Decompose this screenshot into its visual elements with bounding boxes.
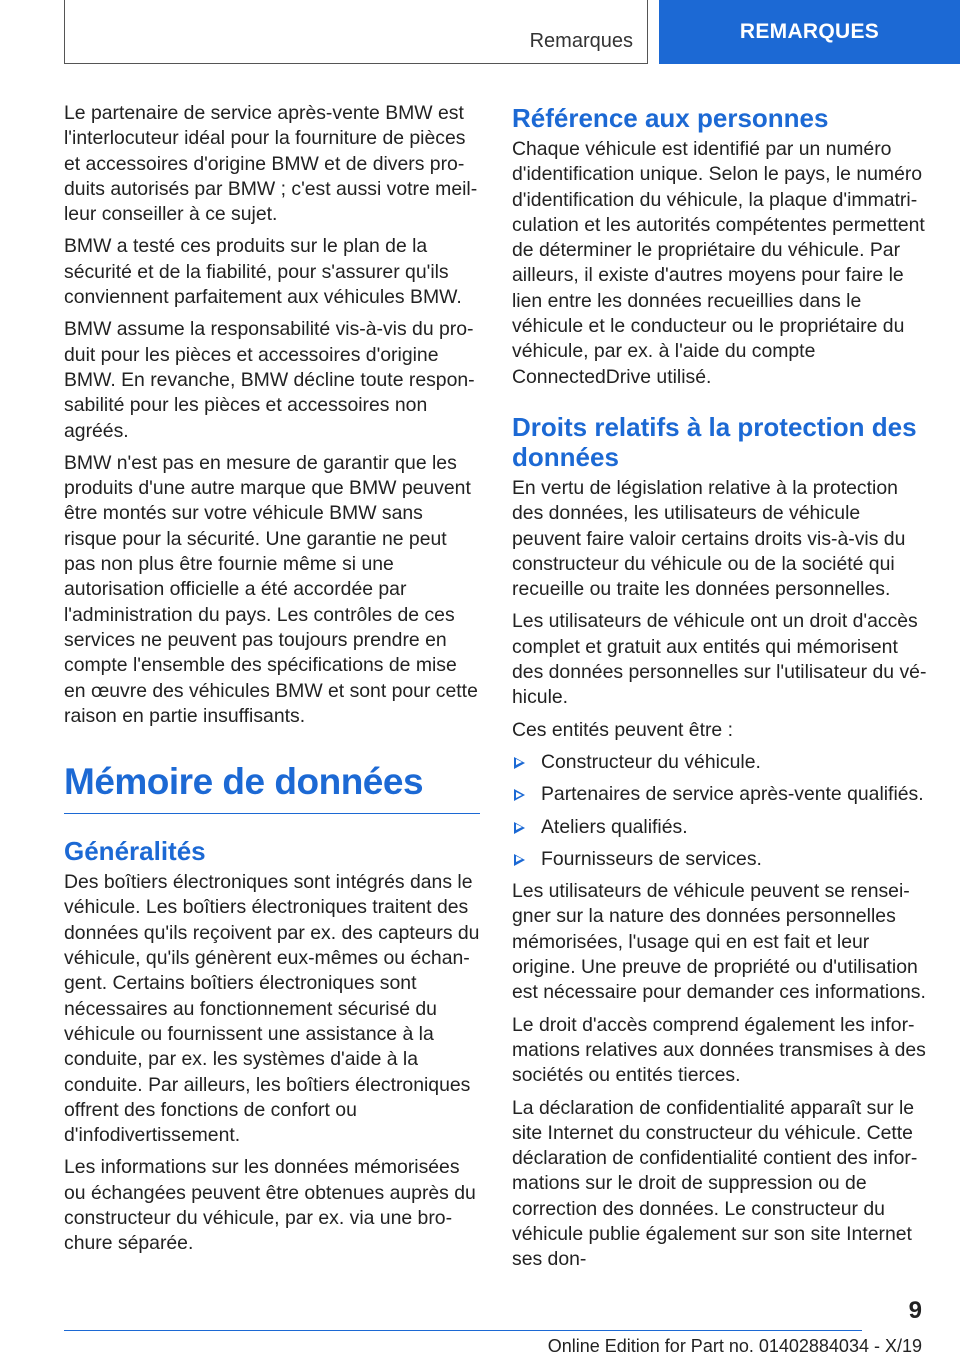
header-chapter-tab[interactable]: REMARQUES — [659, 0, 960, 64]
subsection-title: Droits relatifs à la protection des données — [512, 411, 917, 472]
paragraph: Le droit d'accès comprend également les informations relatives aux données transmises à des sociétés ou entités tierces. — [512, 1013, 926, 1087]
list-item — [512, 782, 928, 807]
paragraph: Chaque véhicule est identifié par un numéro d'identification unique. Selon le pays, le numéro d'identification du véhicule, la plaque d'immatriculation et les autorités compétentes permettent de déterminer le propriétaire du véhicule. Par ailleurs, il existe d'autres moyens pour faire le lien entre les données recueillies dans le véhicule et le conducteur ou le propriétaire du véhicule, par ex. à l'aide du compte ConnectedDrive utilisé. — [512, 138, 925, 388]
paragraph: Les informations sur les données mémorisées ou échangées peuvent être obtenues auprès du constructeur du véhicule, par ex. via une brochure séparée. — [64, 1156, 476, 1255]
left-column — [64, 101, 480, 1264]
list-item-text: Constructeur du véhicule. — [541, 750, 761, 773]
paragraph: BMW n'est pas en mesure de garantir que les produits d'une autre marque que BMW peuvent être montés sur votre véhicule BMW sans risque pour la sécurité. Une garantie ne peut pas non plus être fournie même si une autorisation officielle a été accordée par l'administration du pays. Les contrôles de ces services ne peuvent pas toujours prendre en compte l'ensemble des spécifications de mise en œuvre des véhicules BMW et sont pour cette raison en partie insuffisants. — [64, 451, 478, 727]
right-column — [512, 101, 928, 1280]
paragraph: Des boîtiers électroniques sont intégrés dans le véhicule. Les boîtiers électroniques traitent des données qu'ils reçoivent par ex. des capteurs du véhicule, qu'ils génèrent eux-mêmes ou échangent. Certains boîtiers électroniques sont nécessaires au fonctionnement sécurisé du véhicule ou fournissent une assistance à la conduite, par ex. les systèmes d'aide à la conduite. Par ailleurs, les boîtiers électroniques offrent des fonctions de confort ou d'infodivertissement. — [64, 871, 480, 1147]
triangle-bullet-icon — [514, 854, 525, 866]
paragraph: BMW assume la responsabilité vis-à-vis du produit pour les pièces et accessoires d'origine BMW. En revanche, BMW décline toute responsabilité pour les pièces et accessoires non agréés. — [64, 318, 475, 442]
page-number: 9 — [908, 1297, 922, 1324]
paragraph: La déclaration de confidentialité apparaît sur le site Internet du constructeur du véhicule. Cette déclaration de confidentialité contient des informations sur le droit de suppression ou de correction des données. Le constructeur du véhicule publie également sur son site Internet ses don- — [512, 1096, 918, 1271]
header-section-label: Remarques — [529, 30, 633, 52]
list-item-text: Fournisseurs de services. — [541, 847, 762, 870]
section-title: Mémoire de données — [64, 761, 480, 814]
header-frame — [64, 0, 648, 64]
list-item — [512, 750, 928, 775]
footer-divider — [64, 1330, 862, 1331]
list-item-text: Partenaires de service après-vente qualifiés. — [541, 783, 924, 806]
paragraph: Le partenaire de service après-vente BMW est l'interlocuteur idéal pour la fourniture de pièces et accessoires d'origine BMW et de divers produits autorisés par BMW ; c'est aussi votre meilleur conseiller à ce sujet. — [64, 102, 478, 226]
subsection-title: Généralités — [64, 836, 206, 867]
paragraph: En vertu de législation relative à la protection des données, les utilisateurs de véhicule peuvent faire valoir certains droits vis-à-vis du constructeur du véhicule ou de la société qui recueille ou traite les données personnelles. — [512, 476, 906, 601]
list-item — [512, 815, 928, 840]
paragraph: Les utilisateurs de véhicule ont un droit d'accès complet et gratuit aux entités qui mémorisent des données personnelles sur l'utilisateur du véhicule. — [512, 610, 927, 709]
paragraph: Les utilisateurs de véhicule peuvent se renseigner sur la nature des données personnelles mémorisées, l'usage qui en est fait et leur origine. Une preuve de propriété ou d'utilisation est nécessaire pour demander ces informations. — [512, 880, 926, 1004]
subsection-title: Référence aux personnes — [512, 103, 829, 133]
triangle-bullet-icon — [514, 789, 525, 801]
list-item — [512, 847, 928, 872]
list-item-text: Ateliers qualifiés. — [541, 815, 688, 838]
entity-list — [512, 750, 928, 872]
triangle-bullet-icon — [514, 757, 525, 769]
triangle-bullet-icon — [514, 822, 525, 834]
footer-edition-text: Online Edition for Part no. 01402884034 - X/19 — [547, 1336, 922, 1356]
paragraph: Ces entités peuvent être : — [512, 718, 733, 741]
paragraph: BMW a testé ces produits sur le plan de la sécurité et de la fiabilité, pour s'assurer qu'ils conviennent parfaitement aux véhicules BMW. — [64, 235, 462, 309]
